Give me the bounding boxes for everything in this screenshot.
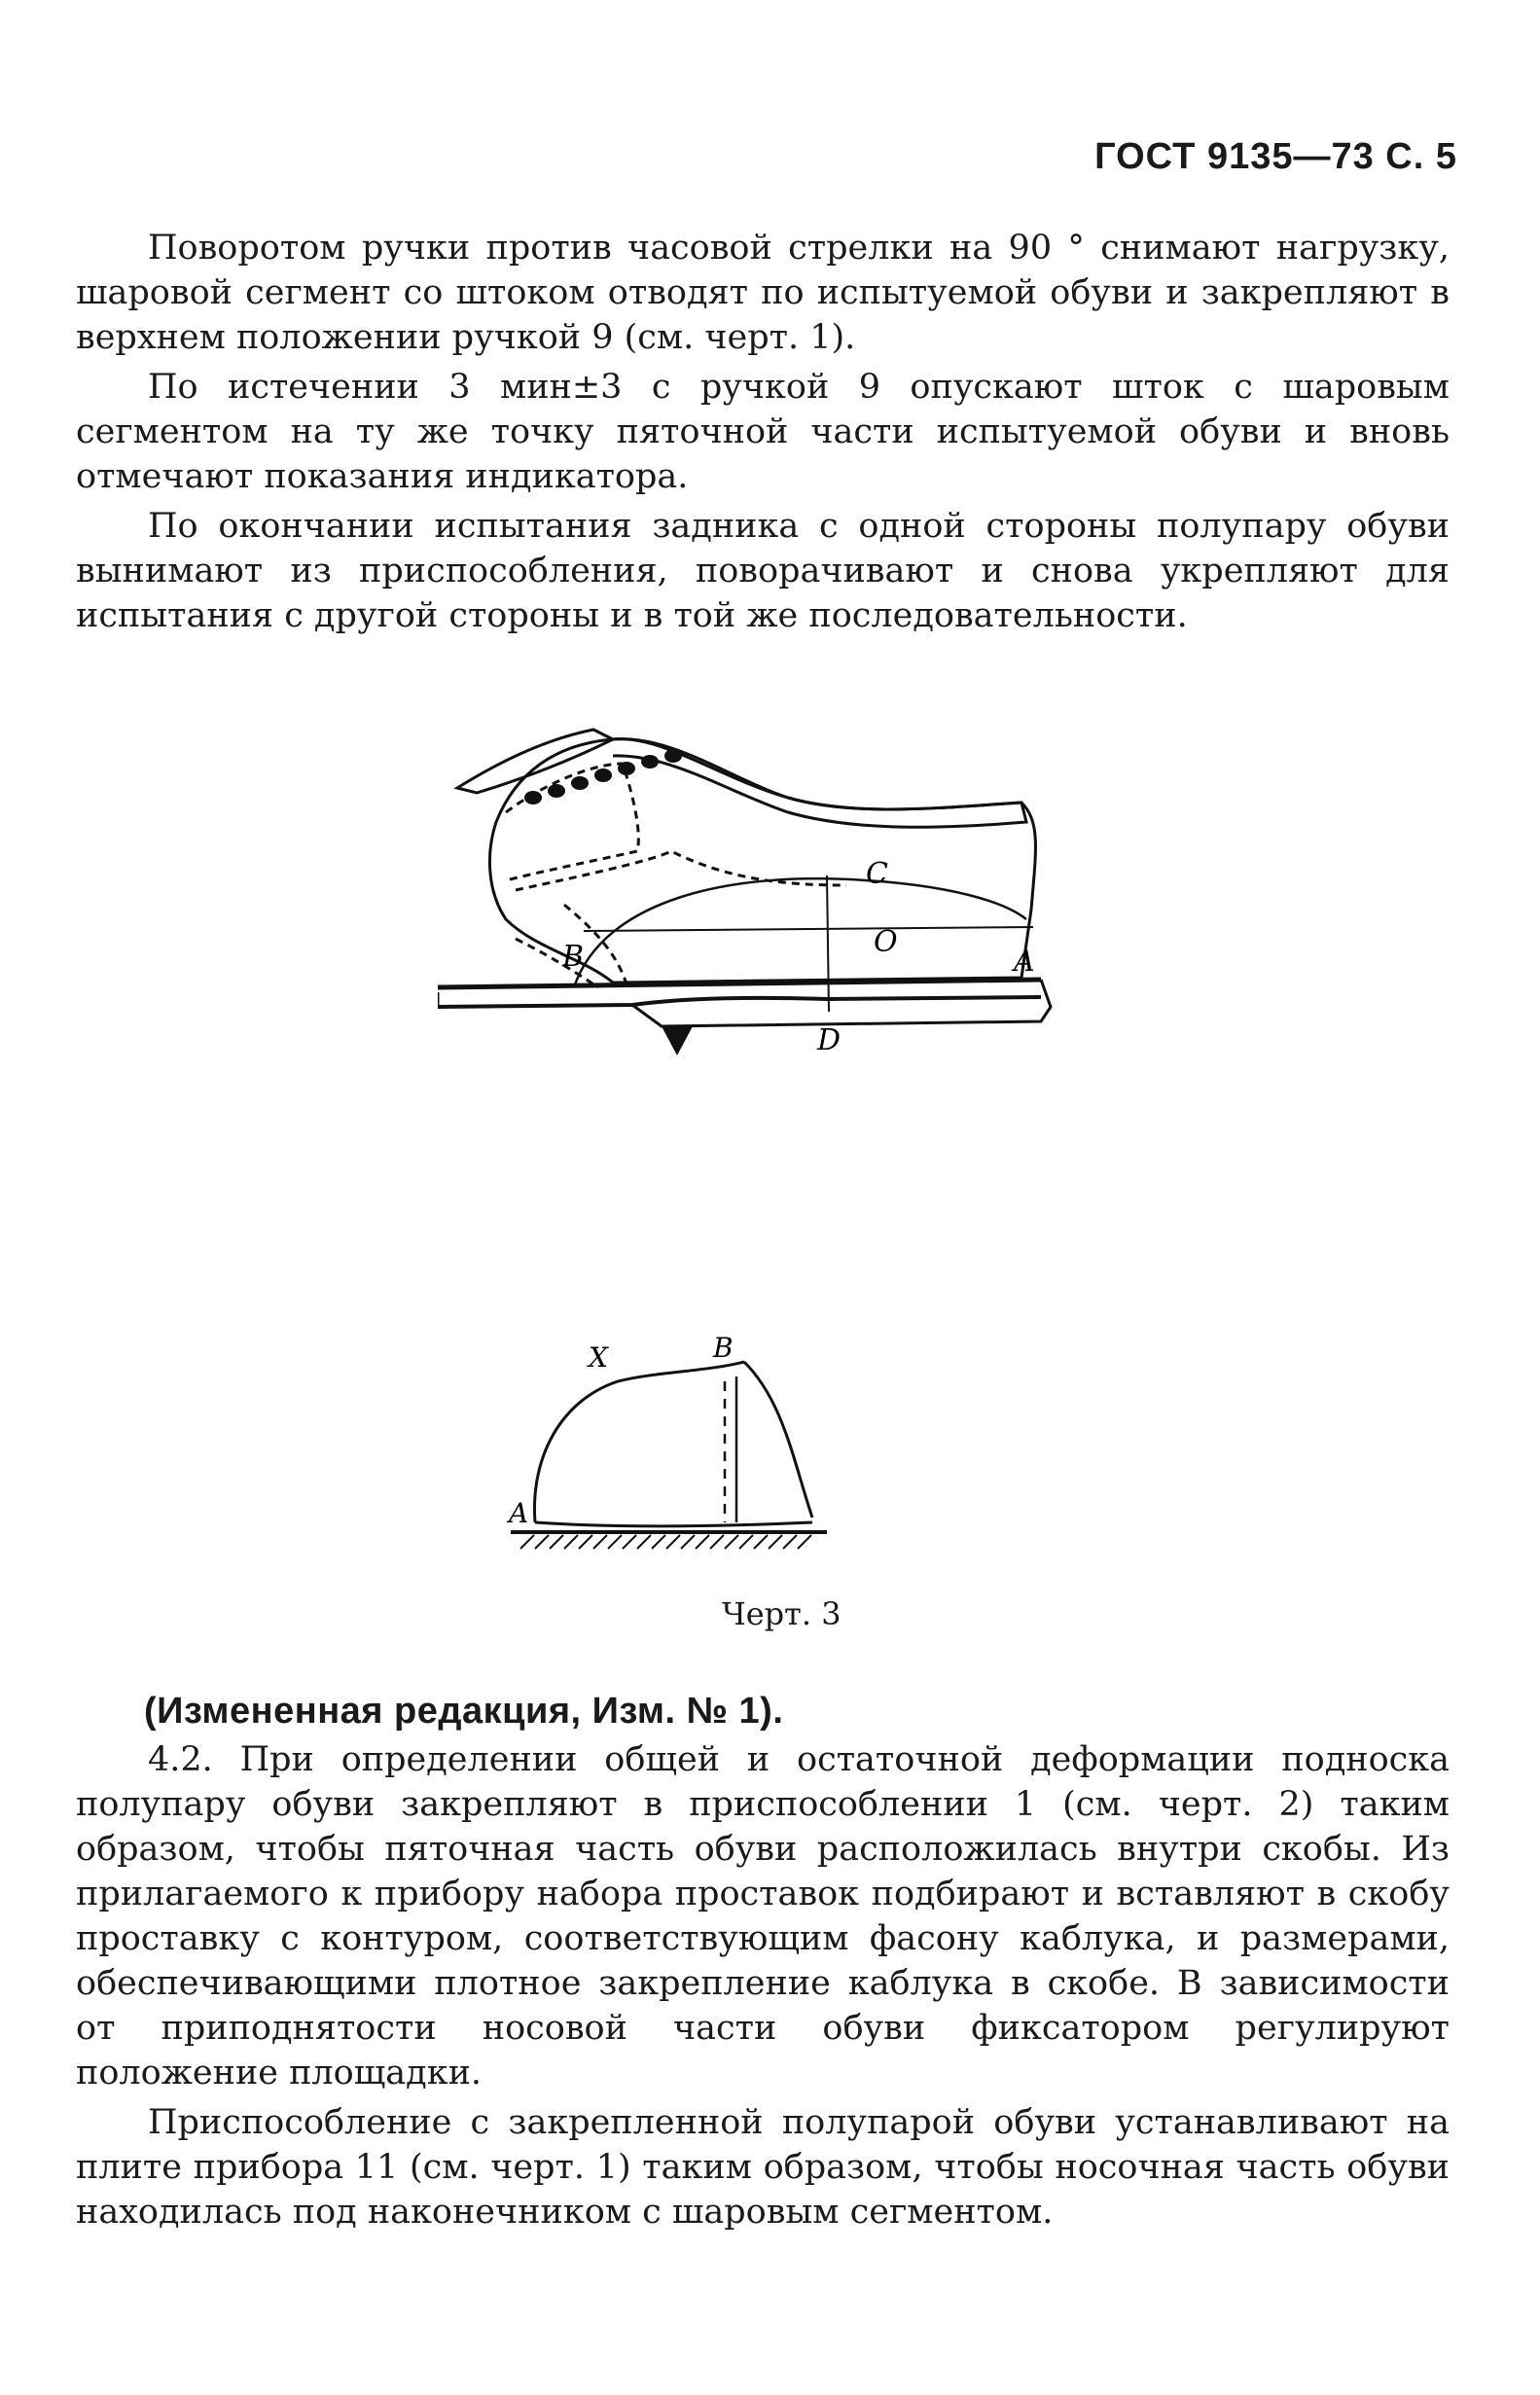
sole-bottom	[438, 997, 1041, 1007]
label-x: X	[589, 1341, 608, 1374]
label-d: D	[817, 1023, 842, 1057]
shoe-heel-diagram	[438, 696, 1060, 1085]
paragraph: По истечении 3 мин±3 с ручкой 9 опускают шток с шаровым сегментом на ту же точку пяточной части испытуемой обуви и вновь отмечают показания индикатора.	[76, 368, 1450, 496]
paragraph: Приспособление с закрепленной полупарой обуви устанавливают на плите прибора 11 (см. черт. 1) таким образом, чтобы носочная часть обуви находилась под наконечником с шаровым сегментом.	[76, 2103, 1450, 2232]
heel-outline	[632, 980, 1051, 1026]
line-b-a	[584, 927, 1033, 931]
bottom-text-block	[76, 1737, 1450, 2234]
heel-counter-arc	[574, 878, 1026, 987]
line-c-d	[827, 876, 829, 1012]
label-o: O	[874, 925, 898, 959]
paragraph: 4.2. При определении общей и остаточной деформации подноска полупару обуви закрепляют в приспособлении 1 (см. черт. 2) таким образом, чтобы пяточная часть обуви расположилась внутри скобы. Из прилагаемого к прибору набора проставок подбирают и вставляют в скобу проставку с контуром, соответствующим фасону каблука, и размерами, обеспечивающими плотное закрепление каблука в скобе. В зависимости от приподнятости носовой части обуви фиксатором регулируют положение площадки.	[76, 1740, 1450, 2092]
label-b: B	[713, 1332, 734, 1364]
tongue	[457, 730, 613, 793]
label-b: B	[562, 940, 585, 974]
page-header: ГОСТ 9135—73 С. 5	[1094, 136, 1457, 177]
label-a: A	[1014, 945, 1035, 979]
toe-cap-diagram	[491, 1323, 842, 1576]
hatching	[520, 1535, 811, 1549]
label-a: A	[509, 1497, 529, 1529]
quarter-stitch	[516, 851, 846, 890]
amendment-note: (Измененная редакция, Изм. № 1).	[144, 1691, 784, 1732]
vamp-outline	[744, 1362, 812, 1518]
toe-cap-outline	[534, 1362, 744, 1522]
paragraph: По окончании испытания задника с одной стороны полупару обуви вынимают из приспособления, поворачивают и снова укрепляют для испытания с другой стороны и в той же последовательности.	[76, 507, 1450, 635]
label-c: C	[866, 857, 888, 891]
top-text-block	[76, 226, 1450, 638]
paragraph: Поворотом ручки против часовой стрелки на 90 ° снимают нагрузку, шаровой сегмент со штоком отводят по испытуемой обуви и закрепляют в верхнем положении ручкой 9 (см. черт. 1).	[76, 229, 1450, 357]
figure-caption: Черт. 3	[722, 1595, 842, 1632]
